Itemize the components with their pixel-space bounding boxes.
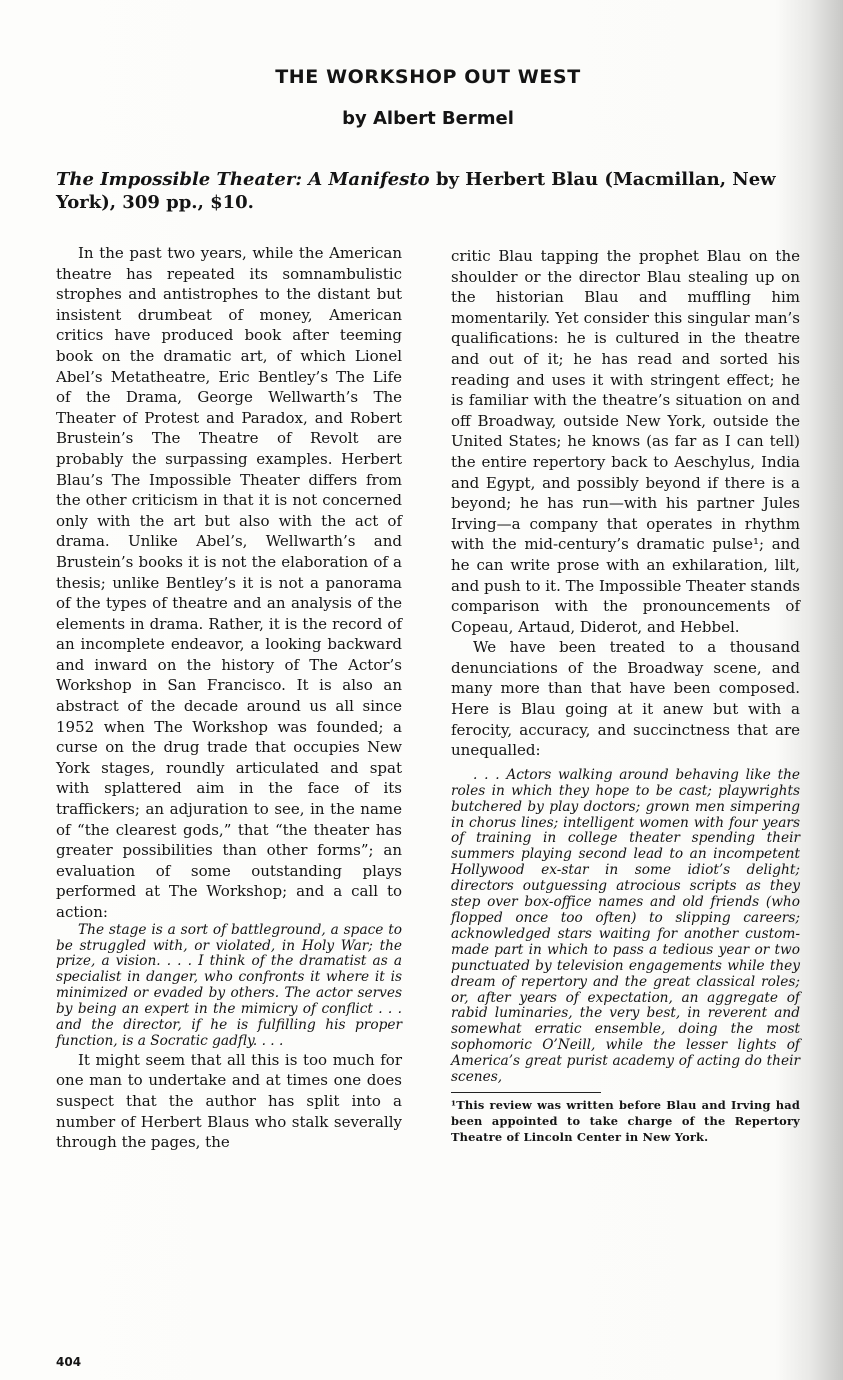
block-quote: . . . Actors walking around behaving like the roles in which they hope to be cast; playwrights butchered by play doctors; grown men simpering in chorus lines; intelligent women with four years of training in college theater spending their summers playing second lead to an incompetent Hollywood ex-star in some idiot’s delight; directors outguessing atrocious scripts as they step over box-office names and old friends (who flopped once too often) to slipping careers; acknowledged stars waiting for another custom-made part in which to pass a tedious year or two punctuated by television engagements while they dream of repertory and the great classical roles; or, after years of expectation, an aggregate of rabid luminaries, the very best, in reverent and somewhat erratic ensemble, doing the most sophomoric O’Neill, while the lesser lights of America’s great purist academy of acting do their scenes,: [451, 766, 800, 1086]
article-byline: by Albert Bermel: [342, 108, 514, 129]
body-paragraph: We have been treated to a thousand denunciations of the Broadway scene, and many more than that have been composed. Here is Blau going at it anew but with a ferocity, accuracy, and succinctness that are unequalled:: [451, 638, 800, 760]
right-column: [451, 246, 800, 1145]
footnote-rule: [451, 1092, 601, 1093]
body-paragraph: In the past two years, while the American theatre has repeated its somnambulistic strophes and antistrophes to the distant but insistent drumbeat of money, American critics have produced book after teeming book on the dramatic art, of which Lionel Abel’s Metatheatre, Eric Bentley’s The Life of the Drama, George Wellwarth’s The Theater of Protest and Paradox, and Robert Brustein’s The Theatre of Revolt are probably the surpassing examples. Herbert Blau’s The Impossible Theater differs from the other criticism in that it is not concerned only with the art but also with the act of drama. Unlike Abel’s, Wellwarth’s and Brustein’s books it is not the elaboration of a thesis; unlike Bentley’s it is not a panorama of the types of theatre and an analysis of the elements in drama. Rather, it is the record of an incomplete endeavor, a looking backward and inward on the history of The Actor’s Workshop in San Francisco. It is also an abstract of the decade around us all since 1952 when The Workshop was founded; a curse on the drug trade that occupies New York stages, roundly articulated and spat with splattered aim in the face of its traffickers; an adjuration to see, in the name of “the clearest gods,” that “the theater has greater possibilities than other forms”; an evaluation of some outstanding plays performed at The Workshop; and a call to action:: [56, 244, 402, 921]
book-citation: [56, 168, 808, 214]
page-number: 404: [56, 1355, 82, 1369]
book-details: by Herbert Blau (Macmillan, New York), 309 pp., $10.: [56, 169, 776, 213]
body-paragraph: critic Blau tapping the prophet Blau on the shoulder or the director Blau stealing up on the historian Blau and muffling him momentarily. Yet consider this singular man’s qualifications: he is cultured in the theatre and out of it; he has read and sorted his reading and uses it with stringent effect; he is familiar with the theatre’s situation on and off Broadway, outside New York, outside the United States; he knows (as far as I can tell) the entire repertory back to Aeschylus, India and Egypt, and possibly beyond if there is a beyond; he has run—with his partner Jules Irving—a company that operates in rhythm with the mid-century’s dramatic pulse¹; and he can write prose with an exhilaration, lilt, and push to it. The Impossible Theater stands comparison with the pronouncements of Copeau, Artaud, Diderot, and Hebbel.: [451, 247, 800, 636]
book-title: The Impossible Theater: A Manifesto: [56, 169, 430, 190]
block-quote: The stage is a sort of battleground, a space to be struggled with, or violated, in Holy War; the prize, a vision. . . . I think of the dramatist as a specialist in danger, who confronts it where it is minimized or evaded by others. The actor serves by being an expert in the mimicry of conflict . . . and the director, if he is fulfilling his proper function, is a Socratic gadfly. . . .: [56, 921, 402, 1049]
left-column: [56, 243, 402, 1153]
footnote: ¹This review was written before Blau and Irving had been appointed to take charge of the Repertory Theatre of Lincoln Center in New York.: [451, 1097, 800, 1144]
body-paragraph: It might seem that all this is too much for one man to undertake and at times one does suspect that the author has split into a number of Herbert Blaus who stalk severally through the pages, the: [56, 1050, 402, 1152]
article-title: THE WORKSHOP OUT WEST: [275, 66, 581, 88]
